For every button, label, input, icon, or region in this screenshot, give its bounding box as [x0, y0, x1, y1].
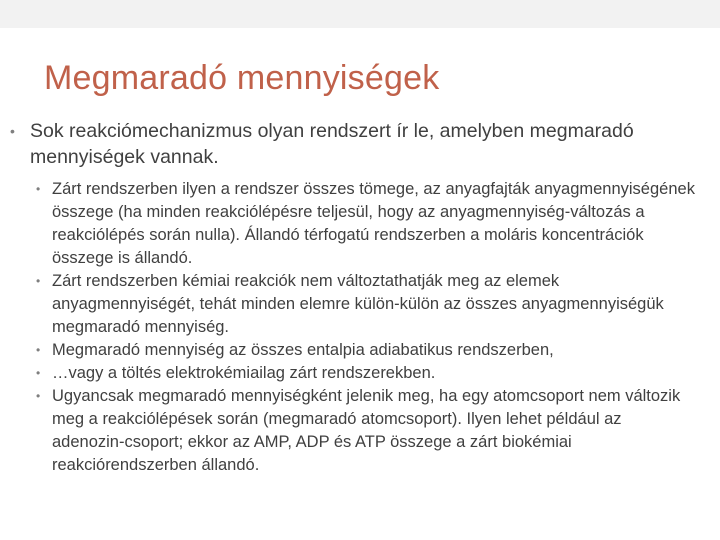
sub-bullet-text: Megmaradó mennyiség az összes entalpia adiabatikus rendszerben,: [52, 341, 554, 359]
bullet-icon: •: [36, 366, 41, 380]
main-bullet: [8, 118, 698, 170]
sub-bullet-text: Zárt rendszerben kémiai reakciók nem változtathatják meg az elemek anyagmennyiségét, tehát minden elemre külön-külön az összes anyagmennyiségük megmaradó mennyiség.: [52, 272, 664, 336]
sub-bullet: [8, 339, 698, 362]
bullet-icon: •: [36, 274, 41, 288]
sub-bullet-text: Zárt rendszerben ilyen a rendszer összes tömege, az anyagfajták anyagmennyiségének összege (ha minden reakciólépésre teljesül, hogy az anyagmennyiség-változás a reakciólépés során nulla). Állandó térfogatú rendszerben a moláris koncentrációk összege is állandó.: [52, 180, 695, 267]
slide-body: [8, 118, 698, 477]
sub-bullet: [8, 270, 698, 339]
bullet-icon: •: [36, 182, 41, 196]
sub-bullet: [8, 385, 698, 477]
sub-bullet-text: Ugyancsak megmaradó mennyiségként jelenik meg, ha egy atomcsoport nem változik meg a reakciólépések során (megmaradó atomcsoport). Ilyen lehet például az adenozin-csoport; ekkor az AMP, ADP és ATP összege a zárt biokémiai reakciórendszerben állandó.: [52, 387, 681, 474]
top-band: [0, 0, 720, 28]
bullet-icon: •: [10, 123, 15, 139]
sub-bullet: [8, 362, 698, 385]
sub-bullet-text: …vagy a töltés elektrokémiailag zárt rendszerekben.: [52, 364, 436, 382]
bullet-icon: •: [36, 343, 41, 357]
main-bullet-text: Sok reakciómechanizmus olyan rendszert ír le, amelyben megmaradó mennyiségek vannak.: [30, 120, 634, 168]
slide-title: Megmaradó mennyiségek: [44, 59, 440, 97]
sub-bullet-list: [8, 178, 698, 477]
bullet-icon: •: [36, 389, 41, 403]
sub-bullet: [8, 178, 698, 270]
